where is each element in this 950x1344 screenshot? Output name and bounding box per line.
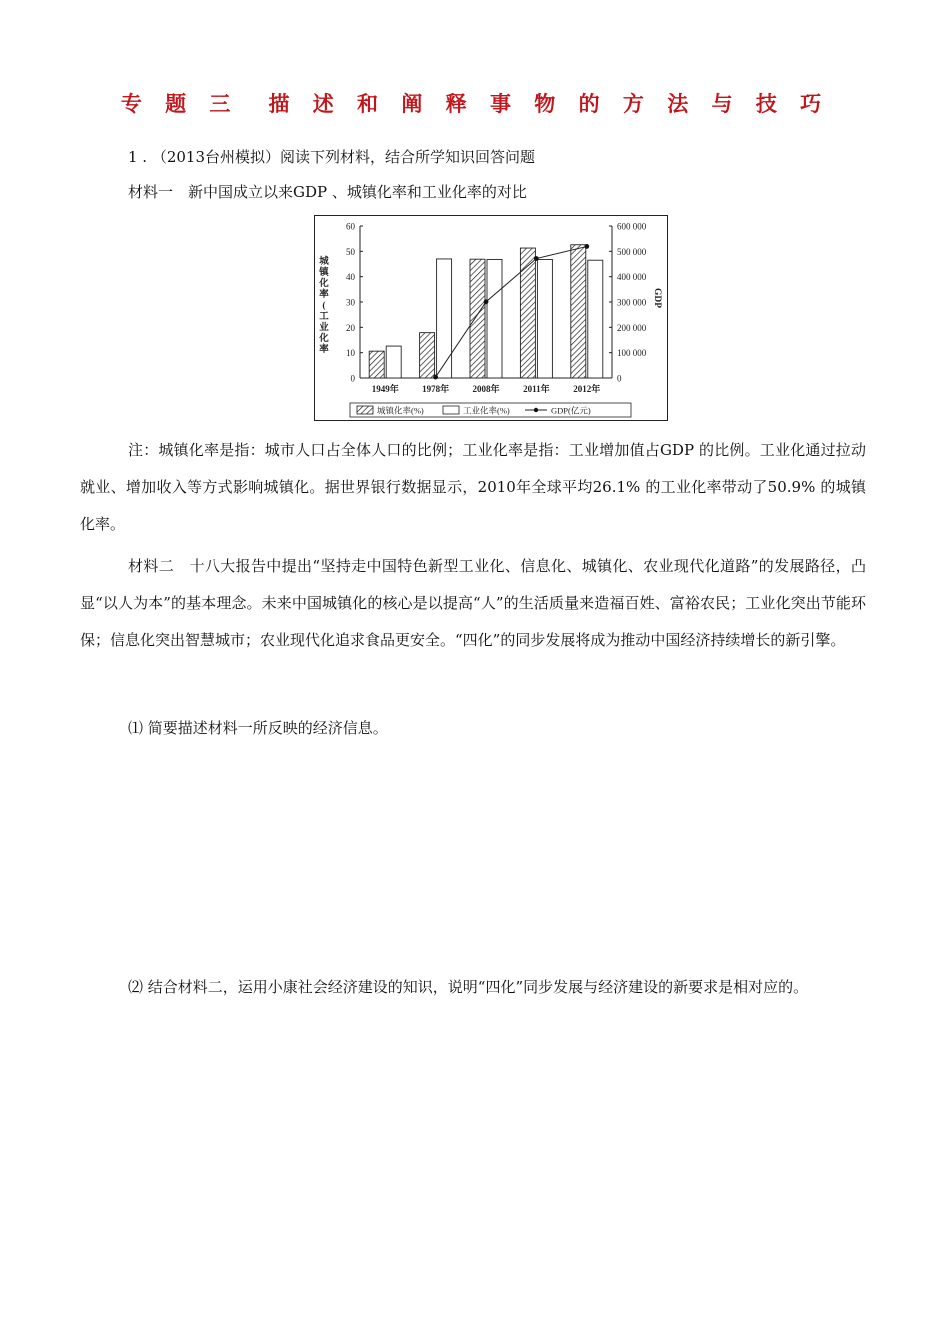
gdp-point: [433, 375, 438, 380]
right-tick-label: 200 000: [617, 322, 647, 333]
left-axis-label-char: 率: [319, 345, 329, 355]
bar-urbanization: [420, 333, 435, 378]
left-axis-label-char: 工: [319, 312, 329, 322]
left-tick-label: 10: [346, 348, 355, 359]
right-tick-label: 100 000: [617, 348, 647, 359]
right-tick-label: 400 000: [617, 272, 647, 283]
legend-label-gdp: GDP(亿元): [551, 405, 591, 416]
x-tick-label: 1949年: [371, 384, 399, 394]
left-axis-label-char: 化: [319, 279, 329, 289]
material-1-heading: 材料一 新中国成立以来GDP 、城镇化率和工业化率的对比: [128, 183, 527, 201]
bar-urbanization: [369, 351, 384, 378]
legend-swatch-gdp-point: [534, 408, 538, 412]
sub-question-2: ⑵ 结合材料二，运用小康社会经济建设的知识，说明“四化”同步发展与经济建设的新要求是相对应的。: [128, 978, 809, 996]
bar-urbanization: [571, 245, 586, 378]
x-tick-label: 2011年: [523, 384, 550, 394]
left-axis-label-char: 率: [319, 290, 329, 300]
left-axis-label-char: 化: [319, 334, 329, 344]
question-1-prompt: 1 . （2013台州模拟）阅读下列材料，结合所学知识回答问题: [128, 148, 536, 166]
legend-swatch-urbanization: [357, 406, 373, 414]
bar-industrialization: [537, 259, 552, 378]
left-tick-label: 0: [350, 373, 355, 384]
legend-label-industrialization: 工业化率(%): [463, 405, 510, 416]
sub-question-1: ⑴ 简要描述材料一所反映的经济信息。: [128, 719, 388, 737]
right-tick-label: 600 000: [617, 221, 647, 232]
legend-label-urbanization: 城镇化率(%): [377, 405, 424, 416]
title-topic: 专 题 三: [120, 92, 239, 116]
bar-urbanization: [520, 248, 535, 378]
left-tick-label: 20: [346, 322, 355, 333]
page-title: [0, 88, 950, 118]
x-tick-label: 2012年: [573, 384, 601, 394]
bar-industrialization: [588, 260, 603, 378]
left-tick-label: 50: [346, 246, 355, 257]
right-axis-label: GDP: [652, 287, 662, 309]
left-axis-label-char: 镇: [319, 268, 329, 278]
bar-urbanization: [470, 259, 485, 378]
chart: [315, 216, 667, 420]
x-tick-label: 2008年: [472, 384, 500, 394]
left-tick-label: 60: [346, 221, 355, 232]
x-tick-label: 1978年: [422, 384, 450, 394]
gdp-line: [436, 246, 587, 377]
chart-note: 注：城镇化率是指：城市人口占全体人口的比例；工业化率是指：工业增加值占GDP 的比例。工业化通过拉动就业、增加收入等方式影响城镇化。据世界银行数据显示，2010年全球平均26.1% 的工业化率带动了50.9% 的城镇化率。: [80, 441, 866, 533]
material-2-text: 材料二 十八大报告中提出“坚持走中国特色新型工业化、信息化、城镇化、农业现代化道路”的发展路径，凸显“以人为本”的基本理念。未来中国城镇化的核心是以提高“人”的生活质量来造福百姓、富裕农民；工业化突出节能环保；信息化突出智慧城市；农业现代化追求食品更安全。“四化”的同步发展将成为推动中国经济持续增长的新引擎。: [80, 557, 866, 649]
bar-industrialization: [487, 259, 502, 378]
bar-industrialization: [437, 259, 452, 378]
left-tick-label: 40: [346, 272, 355, 283]
left-tick-label: 30: [346, 297, 355, 308]
gdp-point: [484, 299, 489, 304]
chart-frame: [314, 215, 668, 421]
right-tick-label: 300 000: [617, 297, 647, 308]
bar-industrialization: [386, 346, 401, 378]
gdp-point: [534, 256, 539, 261]
gdp-point: [584, 244, 589, 249]
left-axis-label-char: 城: [319, 257, 329, 267]
title-subject: 描 述 和 阐 释 事 物 的 方 法 与 技 巧: [268, 92, 830, 116]
right-tick-label: 0: [617, 373, 622, 384]
legend-swatch-industrialization: [443, 406, 459, 414]
left-axis-label-char: (: [322, 301, 326, 311]
right-tick-label: 500 000: [617, 246, 647, 257]
left-axis-label-char: 业: [319, 323, 329, 333]
